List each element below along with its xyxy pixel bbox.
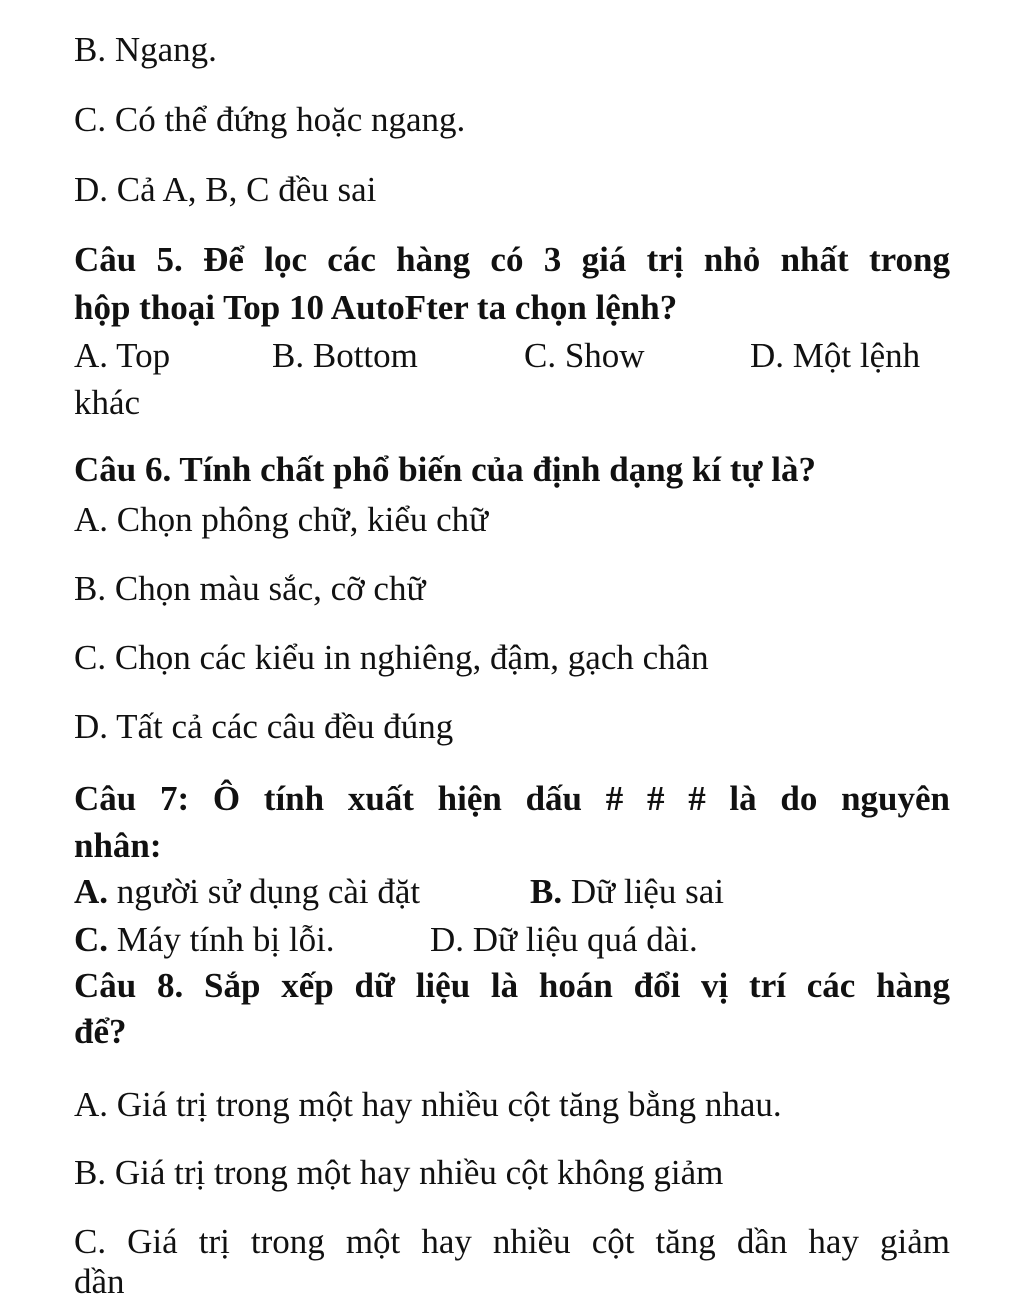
question-6-option-d: D. Tất cả các câu đều đúng (74, 707, 454, 746)
question-7-option-d: D. Dữ liệu quá dài. (430, 920, 698, 959)
question-8-option-a: A. Giá trị trong một hay nhiều cột tăng bằng nhau. (74, 1085, 782, 1124)
question-7-option-b (530, 872, 724, 912)
question-6-option-c: C. Chọn các kiểu in nghiêng, đậm, gạch chân (74, 638, 709, 677)
question-7-option-b-letter: B. (530, 872, 563, 911)
question-8-title-line2: để? (74, 1012, 127, 1051)
question-8-option-b: B. Giá trị trong một hay nhiều cột không giảm (74, 1153, 724, 1192)
question-7-options-row1 (74, 872, 950, 912)
question-5-option-d-cont: khác (74, 383, 141, 422)
option-d-prev: D. Cả A, B, C đều sai (74, 170, 377, 209)
question-6-title: Câu 6. Tính chất phổ biến của định dạng kí tự là? (74, 450, 817, 489)
question-5-title-line2: hộp thoại Top 10 AutoFter ta chọn lệnh? (74, 288, 678, 327)
question-7-option-c-text: Máy tính bị lỗi. (116, 920, 335, 959)
question-8-option-c: C. Giá trị trong một hay nhiều cột tăng dần hay giảm (74, 1222, 950, 1261)
question-8-option-c-cont: dần (74, 1262, 125, 1301)
question-5-title-line1: Câu 5. Để lọc các hàng có 3 giá trị nhỏ nhất trong (74, 240, 950, 279)
question-5-option-b: B. Bottom (272, 336, 418, 375)
question-5-option-d: D. Một lệnh (750, 336, 921, 375)
question-6-option-a: A. Chọn phông chữ, kiểu chữ (74, 500, 489, 539)
question-7-option-a-text: người sử dụng cài đặt (116, 872, 421, 911)
question-5-options-row (74, 336, 950, 376)
question-7-options-row2 (74, 920, 950, 960)
question-6-option-b: B. Chọn màu sắc, cỡ chữ (74, 569, 426, 608)
question-7-option-b-text: Dữ liệu sai (570, 872, 724, 911)
question-7-title-line2: nhân: (74, 826, 162, 865)
question-8-title-line1: Câu 8. Sắp xếp dữ liệu là hoán đổi vị trí các hàng (74, 966, 950, 1005)
question-7-option-c-letter: C. (74, 920, 109, 959)
question-7-option-a (74, 872, 420, 912)
question-7-option-a-letter: A. (74, 872, 109, 911)
option-b-prev: B. Ngang. (74, 30, 217, 69)
question-5-option-c: C. Show (524, 336, 645, 375)
question-5-option-a: A. Top (74, 336, 171, 375)
question-7-title-line1: Câu 7: Ô tính xuất hiện dấu # # # là do nguyên (74, 779, 950, 818)
option-c-prev: C. Có thể đứng hoặc ngang. (74, 100, 466, 139)
question-7-option-c (74, 920, 335, 960)
